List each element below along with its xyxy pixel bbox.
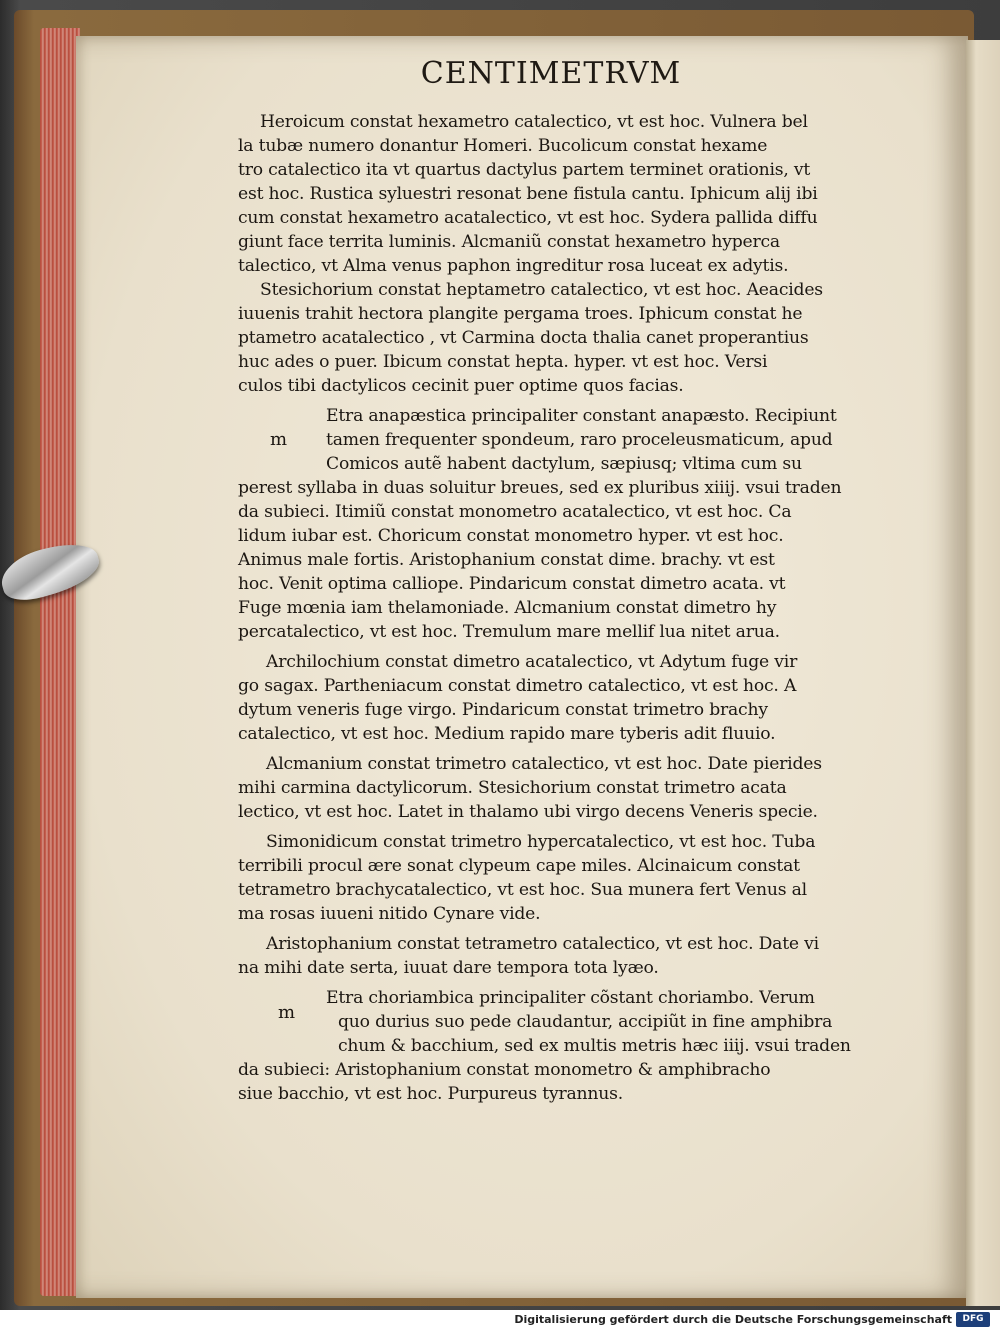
- text-line: Etra choriambica principaliter cõstant choriambo. Verum: [326, 988, 815, 1008]
- text-line: hoc. Venit optima calliope. Pindaricum constat dimetro acata. vt: [238, 574, 786, 594]
- initial-placeholder-mark: m: [270, 429, 288, 450]
- facing-page-edge: [966, 40, 1000, 1306]
- text-line: Alcmanium constat trimetro catalectico, vt est hoc. Date pierides: [266, 754, 822, 774]
- text-line: giunt face territa luminis. Alcmaniũ constat hexametro hyperca: [238, 232, 780, 252]
- text-line: catalectico, vt est hoc. Medium rapido mare tyberis adit fluuio.: [238, 724, 776, 744]
- text-line: Etra anapæstica principaliter constant anapæsto. Recipiunt: [326, 406, 837, 426]
- text-line: tetrametro brachycatalectico, vt est hoc. Sua munera fert Venus al: [238, 880, 807, 900]
- text-line: siue bacchio, vt est hoc. Purpureus tyrannus.: [238, 1084, 624, 1104]
- text-line: quo durius suo pede claudantur, accipiũt in fine amphibra: [338, 1012, 833, 1032]
- text-line: perest syllaba in duas soluitur breues, sed ex pluribus xiiij. vsui traden: [238, 478, 842, 498]
- text-line: culos tibi dactylicos cecinit puer optime quos facias.: [238, 376, 684, 396]
- text-line: chum & bacchium, sed ex multis metris hæc iiij. vsui traden: [338, 1036, 851, 1056]
- text-line: Aristophanium constat tetrametro catalectico, vt est hoc. Date vi: [266, 934, 819, 954]
- page-body: [238, 110, 883, 1110]
- text-line: go sagax. Partheniacum constat dimetro catalectico, vt est hoc. A: [238, 676, 797, 696]
- text-line: Simonidicum constat trimetro hypercatalectico, vt est hoc. Tuba: [266, 832, 816, 852]
- dfg-logo: DFG: [956, 1312, 990, 1327]
- text-line: terribili procul ære sonat clypeum cape miles. Alcinaicum constat: [238, 856, 800, 876]
- text-line: tamen frequenter spondeum, raro proceleusmaticum, apud: [326, 430, 833, 450]
- text-line: tro catalectico ita vt quartus dactylus partem terminet orationis, vt: [238, 160, 811, 180]
- text-line: na mihi date serta, iuuat dare tempora tota lyæo.: [238, 958, 659, 978]
- text-line: Fuge mœnia iam thelamoniade. Alcmanium constat dimetro hy: [238, 598, 777, 618]
- text-line: ptametro acatalectico , vt Carmina docta thalia canet properantius: [238, 328, 809, 348]
- text-line: est hoc. Rustica syluestri resonat bene fistula cantu. Iphicum alij ibi: [238, 184, 818, 204]
- text-line: iuuenis trahit hectora plangite pergama troes. Iphicum constat he: [238, 304, 803, 324]
- text-line: huc ades o puer. Ibicum constat hepta. hyper. vt est hoc. Versi: [238, 352, 768, 372]
- funding-credit: Digitalisierung gefördert durch die Deutsche Forschungsgemeinschaft: [514, 1313, 952, 1326]
- text-line: ma rosas iuueni nitido Cynare vide.: [238, 904, 541, 924]
- text-line: lectico, vt est hoc. Latet in thalamo ubi virgo decens Veneris specie.: [238, 802, 818, 822]
- running-header: CENTIMETRVM: [420, 56, 682, 91]
- text-line: lidum iubar est. Choricum constat monometro hyper. vt est hoc.: [238, 526, 784, 546]
- text-line: talectico, vt Alma venus paphon ingreditur rosa luceat ex adytis.: [238, 256, 789, 276]
- initial-placeholder-mark: m: [278, 1002, 296, 1023]
- text-line: la tubæ numero donantur Homeri. Bucolicum constat hexame: [238, 136, 768, 156]
- text-line: Heroicum constat hexametro catalectico, vt est hoc. Vulnera bel: [260, 112, 808, 132]
- footer-bar: [0, 1310, 1000, 1329]
- page-edges: [40, 28, 80, 1296]
- text-line: da subieci: Aristophanium constat monometro & amphibracho: [238, 1060, 771, 1080]
- text-line: dytum veneris fuge virgo. Pindaricum constat trimetro brachy: [238, 700, 768, 720]
- text-line: Archilochium constat dimetro acatalectico, vt Adytum fuge vir: [266, 652, 798, 672]
- text-line: Stesichorium constat heptametro catalectico, vt est hoc. Aeacides: [260, 280, 823, 300]
- text-line: Comicos autẽ habent dactylum, sæpiusq; vltima cum su: [326, 454, 802, 474]
- text-line: Animus male fortis. Aristophanium constat dime. brachy. vt est: [238, 550, 775, 570]
- text-line: percatalectico, vt est hoc. Tremulum mare mellif lua nitet arua.: [238, 622, 780, 642]
- text-line: mihi carmina dactylicorum. Stesichorium constat trimetro acata: [238, 778, 787, 798]
- text-line: cum constat hexametro acatalectico, vt est hoc. Sydera pallida diffu: [238, 208, 818, 228]
- text-line: da subieci. Itimiũ constat monometro acatalectico, vt est hoc. Ca: [238, 502, 792, 522]
